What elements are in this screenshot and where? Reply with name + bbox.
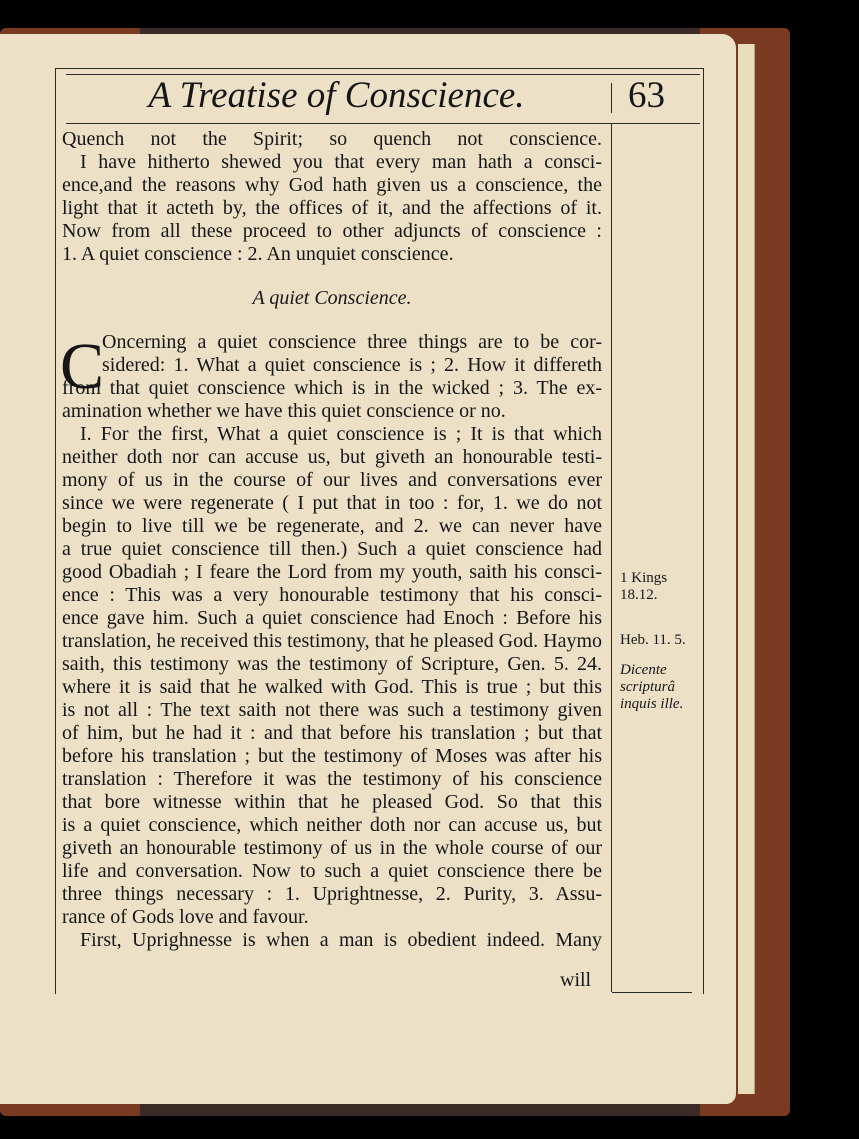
text-line: since we were regenerate ( I put that in too : for, 1. we do not: [62, 492, 602, 514]
text-line: sidered: 1. What a quiet conscience is ; 2. How it differeth: [102, 354, 602, 376]
text-line: life and conversation. Now to such a quiet conscience there be: [62, 860, 602, 882]
text-line: good Obadiah ; I feare the Lord from my youth, saith his consci-: [62, 561, 602, 583]
text-line: giveth an honourable testimony of us in the whole course of our: [62, 837, 602, 859]
text-line: ence,and the reasons why God hath given us a conscience, the: [62, 174, 602, 196]
text-line: Oncerning a quiet conscience three things are to be cor-: [102, 331, 602, 353]
text-line: a true quiet conscience till then.) Such a quiet conscience had: [62, 538, 602, 560]
margin-note-line: 1 Kings: [620, 570, 668, 586]
body-text: [62, 128, 602, 952]
text-line: is not all : The text saith not there was such a testimony given: [62, 699, 602, 721]
text-line: that bore witnesse within that he pleased God. So that this: [62, 791, 602, 813]
text-line: rance of Gods love and favour.: [62, 906, 309, 928]
text-line: amination whether we have this quiet conscience or no.: [62, 400, 506, 422]
text-line: I. For the first, What a quiet conscience is ; It is that which: [80, 423, 602, 445]
text-line: translation : Therefore it was the testimony of his conscience: [62, 768, 602, 790]
section-heading: A quiet Conscience.: [252, 287, 412, 309]
margin-note-heb: [620, 632, 686, 649]
text-line: neither doth nor can accuse us, but giveth an honourable testi-: [62, 446, 602, 468]
running-title: A Treatise of Conscience.: [148, 75, 525, 116]
margin-note-line: inquis ille.: [620, 696, 684, 712]
text-line: ence : This was a very honourable testimony that his consci-: [62, 584, 602, 606]
text-line: where it is said that he walked with God. This is true ; but this: [62, 676, 602, 698]
text-line: light that it acteth by, the offices of it, and the affections of it.: [62, 197, 602, 219]
text-line: from that quiet conscience which is in the wicked ; 3. The ex-: [62, 377, 602, 399]
margin-note-dicente: [620, 662, 683, 713]
drop-cap: C: [60, 330, 105, 403]
header-rule-bottom: [66, 123, 700, 124]
text-line: of him, but he had it : and that before his translation ; but that: [62, 722, 602, 744]
text-line: translation, he received this testimony, that he pleased God. Haymo: [62, 630, 602, 652]
margin-note-line: scripturâ: [620, 679, 676, 695]
text-line: mony of us in the course of our lives and conversations ever: [62, 469, 602, 491]
page-number: 63: [628, 75, 665, 116]
margin-note-line: Heb. 11. 5.: [620, 632, 686, 648]
text-line: Quench not the Spirit; so quench not conscience.: [62, 128, 602, 150]
text-line: Now from all these proceed to other adjuncts of conscience :: [62, 220, 602, 242]
text-line: three things necessary : 1. Uprightnesse, 2. Purity, 3. Assu-: [62, 883, 602, 905]
text-line: begin to live till we be regenerate, and 2. we can never have: [62, 515, 602, 537]
text-line: First, Uprighnesse is when a man is obedient indeed. Many: [80, 929, 602, 951]
text-line: I have hitherto shewed you that every man hath a consci-: [80, 151, 602, 173]
page-edge: [746, 44, 755, 1094]
text-line: before his translation ; but the testimony of Moses was after his: [62, 745, 602, 767]
text-line: ence gave him. Such a quiet conscience had Enoch : Before his: [62, 607, 602, 629]
margin-bottom-rule: [612, 992, 692, 993]
text-line: is a quiet conscience, which neither doth nor can accuse us, but: [62, 814, 602, 836]
margin-note-line: Dicente: [620, 662, 667, 678]
catchword: will: [560, 969, 592, 991]
margin-note-kings: [620, 570, 667, 604]
text-line: 1. A quiet conscience : 2. An unquiet conscience.: [62, 243, 454, 265]
margin-note-line: 18.12.: [620, 587, 658, 603]
text-line: saith, this testimony was the testimony of Scripture, Gen. 5. 24.: [62, 653, 602, 675]
margin-divider: [611, 124, 612, 992]
